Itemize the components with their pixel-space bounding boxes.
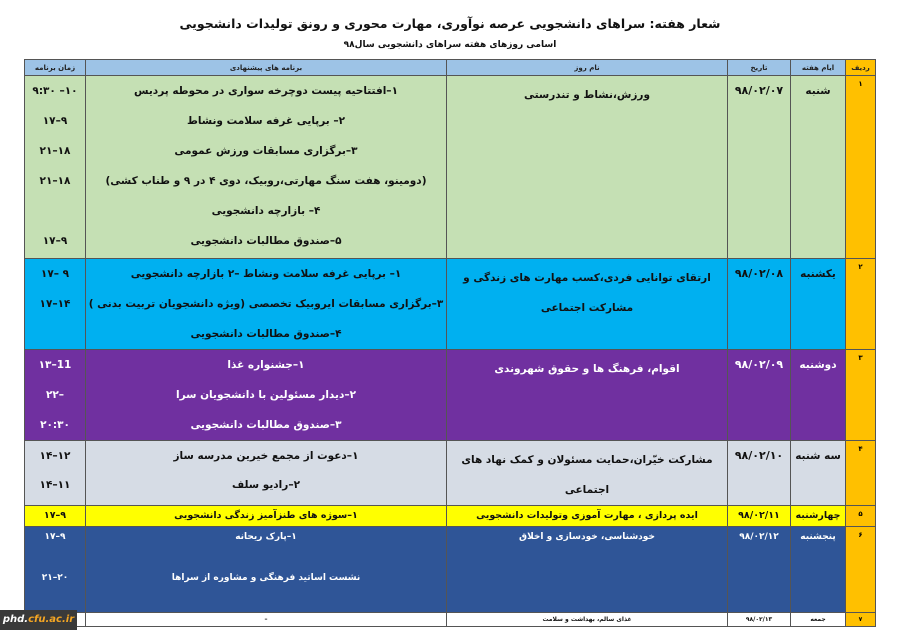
date: ۹۸/۰۲/۱۱ xyxy=(728,506,791,527)
programs-cell xyxy=(86,76,447,259)
day-name: اقوام، فرهنگ ها و حقوق شهروندی xyxy=(447,350,728,441)
program-item: – xyxy=(264,616,268,623)
weekday: شنبه xyxy=(791,76,846,259)
day-name: ورزش،نشاط و تندرستی xyxy=(447,76,728,259)
programs-cell xyxy=(86,613,447,627)
date: ۹۸/۰۲/۰۸ xyxy=(728,259,791,350)
program-item: ۵–صندوق مطالبات دانشجویی xyxy=(190,235,342,247)
weekday: سه شنبه xyxy=(791,441,846,506)
program-item: ۴–صندوق مطالبات دانشجویی xyxy=(190,328,342,340)
program-time: –۲۲ xyxy=(45,389,65,401)
weekday: جمعه xyxy=(791,613,846,627)
page-title: شعار هفته: سراهای دانشجویی عرصه نوآوری، مهارت محوری و رونق تولیدات دانشجویی xyxy=(179,16,721,31)
table-row xyxy=(25,506,876,527)
day-name: ایده پردازی ، مهارت آموزی وتولیدات دانشجویی xyxy=(447,506,728,527)
programs-cell xyxy=(86,506,447,527)
weekday: دوشنبه xyxy=(791,350,846,441)
program-item: ۲–رادیو سلف xyxy=(231,479,300,491)
program-time: ۱۰– ۹:۳۰ xyxy=(32,85,78,97)
time-cell xyxy=(25,350,86,441)
day-name: خودشناسی، خودسازی و اخلاق xyxy=(447,527,728,613)
date: ۹۸/۰۲/۰۹ xyxy=(728,350,791,441)
row-index: ۶ xyxy=(846,527,876,613)
program-time xyxy=(25,196,85,226)
header-row xyxy=(25,60,876,76)
row-index: ۵ xyxy=(846,506,876,527)
page-subtitle: اسامی روزهای هفته سراهای دانشجویی سال۹۸ xyxy=(343,40,557,50)
program-time: 11–۱۳ xyxy=(38,359,72,371)
table-row xyxy=(25,259,876,350)
watermark-part: cfu.ac.ir xyxy=(28,614,75,625)
program-time: ۲۰:۳۰ xyxy=(40,419,70,431)
time-cell xyxy=(25,259,86,350)
program-item: (دومینو، هفت سنگ مهارتی،روبیک، دوی ۴ در ۹ و طناب کشی) xyxy=(105,175,427,187)
table-row xyxy=(25,527,876,613)
program-time: ۱۸–۲۱ xyxy=(39,145,71,157)
program-time: ۹–۱۷ xyxy=(42,115,68,127)
program-time: ۹ –۱۷ xyxy=(40,268,70,280)
day-name: ارتقای توانایی فردی،کسب مهارت های زندگی و مشارکت اجتماعی xyxy=(447,259,728,350)
col-time: زمان برنامه xyxy=(25,60,86,76)
program-item: ۲–دیدار مسئولین با دانشجویان سرا xyxy=(175,389,357,401)
program-item: ۱–جشنواره غذا xyxy=(227,359,305,371)
row-index: ۷ xyxy=(846,613,876,627)
table-row xyxy=(25,441,876,506)
program-time: ۹–۱۷ xyxy=(43,510,67,521)
programs-cell xyxy=(86,441,447,506)
date: ۹۸/۰۲/۱۰ xyxy=(728,441,791,506)
time-cell xyxy=(25,441,86,506)
date: ۹۸/۰۲/۱۲ xyxy=(728,527,791,613)
weekday: چهارشنبه xyxy=(791,506,846,527)
table-row xyxy=(25,76,876,259)
col-index: ردیف xyxy=(846,60,876,76)
row-index: ۴ xyxy=(846,441,876,506)
program-item: ۳–برگزاری مسابقات ایروبیک تخصصی (ویژه دانشجویان تربیت بدنی ) xyxy=(88,298,444,310)
col-date: تاریخ xyxy=(728,60,791,76)
program-item: ۱–پارک ریحانه xyxy=(235,532,297,542)
weekday: یکشنبه xyxy=(791,259,846,350)
col-day-name: نام روز xyxy=(447,60,728,76)
date: ۹۸/۰۲/۱۳ xyxy=(728,613,791,627)
table-row xyxy=(25,613,876,627)
table-row xyxy=(25,350,876,441)
program-item: ۴– بازارچه دانشجویی xyxy=(211,205,321,217)
row-index: ۱ xyxy=(846,76,876,259)
row-index: ۲ xyxy=(846,259,876,350)
program-item: ۳–برگزاری مسابقات ورزش عمومی xyxy=(174,145,358,157)
time-cell xyxy=(25,506,86,527)
programs-cell xyxy=(86,350,447,441)
date: ۹۸/۰۲/۰۷ xyxy=(728,76,791,259)
program-time: ۱۱–۱۴ xyxy=(39,479,71,491)
schedule-table xyxy=(24,59,876,627)
program-time: ۱۸–۲۱ xyxy=(39,175,71,187)
program-time: ۹–۱۷ xyxy=(44,532,66,542)
program-item: ۳–صندوق مطالبات دانشجویی xyxy=(190,419,342,431)
program-item: ۱– برپایی غرفه سلامت ونشاط –۲ بازارچه دانشجویی xyxy=(130,268,402,280)
program-time xyxy=(25,319,85,349)
row-index: ۳ xyxy=(846,350,876,441)
program-item: ۱–افتتاحیه پیست دوچرخه سواری در محوطه پردیس xyxy=(134,85,398,97)
watermark-part: phd. xyxy=(2,614,29,625)
time-cell xyxy=(25,527,86,613)
program-time: ۹–۱۷ xyxy=(42,235,68,247)
watermark-logo xyxy=(0,610,77,630)
programs-cell xyxy=(86,527,447,613)
program-time: ۲۰–۲۱ xyxy=(41,573,69,583)
time-cell xyxy=(25,76,86,259)
day-name: غذای سالم، بهداشت و سلامت xyxy=(447,613,728,627)
col-weekday: ایام هفته xyxy=(791,60,846,76)
program-time: ۱۲–۱۴ xyxy=(39,450,71,462)
program-item: نشست اساتید فرهنگی و مشاوره از سراها xyxy=(171,573,361,583)
program-time: ۱۴–۱۷ xyxy=(39,298,71,310)
program-item: ۱–دعوت از مجمع خیرین مدرسه ساز xyxy=(173,450,359,462)
program-item: ۲– برپایی غرفه سلامت ونشاط xyxy=(186,115,346,127)
weekday: پنجشنبه xyxy=(791,527,846,613)
day-name: مشارکت خیّران،حمایت مسئولان و کمک نهاد های اجتماعی xyxy=(447,441,728,506)
program-item: ۱–سوژه های طنزآمیز زندگی دانشجویی xyxy=(174,510,358,521)
col-programs: برنامه های پیشنهادی xyxy=(86,60,447,76)
programs-cell xyxy=(86,259,447,350)
